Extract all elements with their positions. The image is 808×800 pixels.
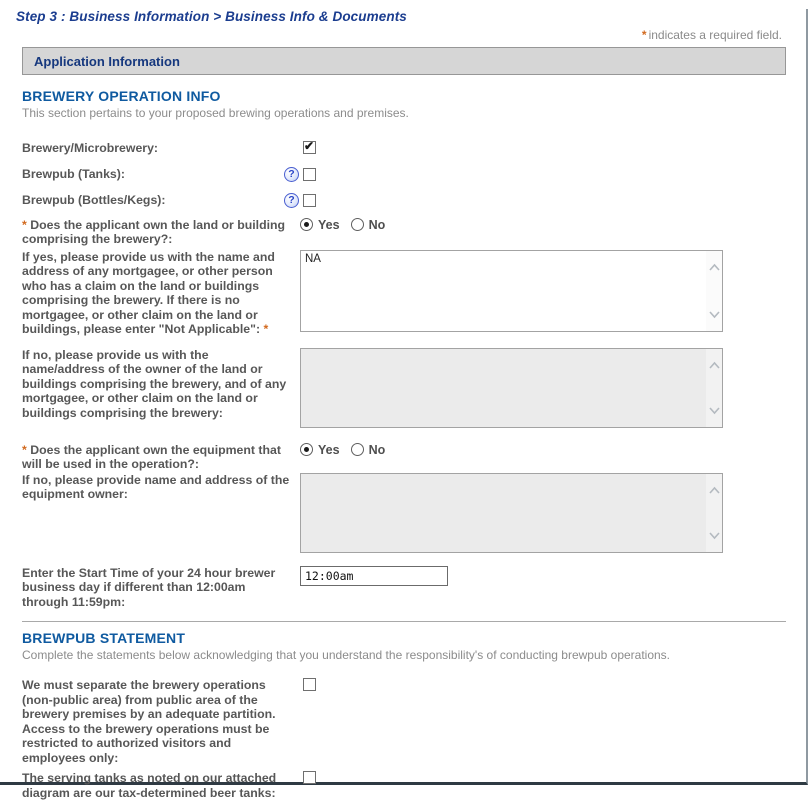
scroll-down-icon [709,407,720,414]
field-label [22,443,298,472]
brewpub-section-description: Complete the statements below acknowledging that you understand the responsibility's of conducting brewpub operations. [22,648,671,662]
own-land-radio-group [300,218,391,232]
breadcrumb: Step 3 : Business Information > Business Info & Documents [16,9,407,24]
radio-no-label: No [368,217,386,232]
scroll-up-icon [709,487,720,494]
field-label-text: If yes, please provide us with the name and address of any mortgagee, or other person who has a claim on the land or buildings comprising the brewery. If there is no mortgagee, or other claim on the land or buildings, please enter "Not Applicable": [22,249,275,336]
field-label: Brewery/Microbrewery: [22,141,159,155]
brewpub-statement-form [22,678,786,800]
field-label: Brewpub (Bottles/Kegs): [22,192,166,207]
application-form-page [0,9,808,800]
equipment-owner-textarea [300,473,723,553]
start-time-input[interactable] [300,566,448,586]
help-icon[interactable]: ? [284,167,299,182]
land-owner-info-textarea [300,348,723,428]
form-row-brewery-microbrewery [22,141,786,156]
form-row-brewpub-bottles-kegs [22,193,786,208]
required-note-text: indicates a required field. [648,28,782,42]
form-row-equipment-owner-info [22,473,786,553]
form-row-own-land [22,218,786,247]
form-row-land-owner-info [22,348,786,428]
serving-tanks-statement-checkbox[interactable] [303,771,316,784]
textarea-scrollbar [706,474,722,552]
mortgagee-info-textarea[interactable] [300,250,723,332]
own-equipment-no-radio[interactable] [351,443,364,456]
required-asterisk: * [263,322,269,336]
brewpub-bottles-kegs-checkbox[interactable] [303,194,316,207]
brewpub-tanks-checkbox[interactable] [303,168,316,181]
own-equipment-yes-radio[interactable] [300,443,313,456]
field-label: If no, please provide name and address of the equipment owner: [22,472,290,501]
form-row-start-time [22,566,786,610]
field-label [22,218,298,247]
field-label-text: Does the applicant own the land or building comprising the brewery?: [22,217,286,246]
form-row-own-equipment [22,443,786,472]
own-equipment-radio-group [300,443,391,457]
panel-header [22,47,786,75]
scroll-up-icon [709,264,720,271]
help-icon[interactable]: ? [284,193,299,208]
brewery-microbrewery-checkbox[interactable] [303,141,316,154]
scroll-down-icon [709,311,720,318]
form-row-mortgagee-info [22,250,786,337]
required-asterisk: * [22,217,27,232]
panel-title: Application Information [34,53,180,69]
required-asterisk: * [22,442,27,457]
form-row-partition-statement [22,678,786,765]
form-row-brewpub-tanks [22,167,786,182]
brewery-section-description: This section pertains to your proposed brewing operations and premises. [22,106,409,120]
field-label-text: Does the applicant own the equipment that will be used in the operation?: [22,442,281,471]
own-land-no-radio[interactable] [351,218,364,231]
form-row-serving-tanks-statement [22,771,786,800]
scroll-down-icon [709,532,720,539]
field-label [22,250,298,337]
brewery-operation-form [22,141,786,609]
equipment-owner-textarea-wrap [300,473,723,553]
own-land-yes-radio[interactable] [300,218,313,231]
mortgagee-info-textarea-wrap [300,250,723,332]
field-label: Enter the Start Time of your 24 hour brewer business day if different than 12:00am through 11:59pm: [22,565,276,609]
radio-no-label: No [368,442,386,457]
partition-statement-checkbox[interactable] [303,678,316,691]
brewpub-section-title: BREWPUB STATEMENT [22,630,186,646]
radio-yes-label: Yes [318,442,340,457]
field-label: If no, please provide us with the name/address of the owner of the land or buildings comprising the brewery, and of any mortgagee, or other claim on the land or buildings comprising the brewery: [22,347,287,420]
field-label: The serving tanks as noted on our attached diagram are our tax-determined beer tanks: [22,771,277,800]
radio-yes-label: Yes [318,217,340,232]
land-owner-info-textarea-wrap [300,348,723,428]
required-asterisk: * [641,28,647,42]
required-field-note [0,28,782,42]
field-label: We must separate the brewery operations (non-public area) from public area of the brewery premises by an adequate partition. Access to the brewery operations must be restricted to authorized visitors and employees only: [22,678,276,765]
textarea-scrollbar [706,349,722,427]
scroll-up-icon [709,362,720,369]
textarea-scrollbar[interactable] [706,251,722,331]
field-label: Brewpub (Tanks): [22,166,125,181]
brewery-section-title: BREWERY OPERATION INFO [22,88,221,104]
section-divider [22,621,786,622]
